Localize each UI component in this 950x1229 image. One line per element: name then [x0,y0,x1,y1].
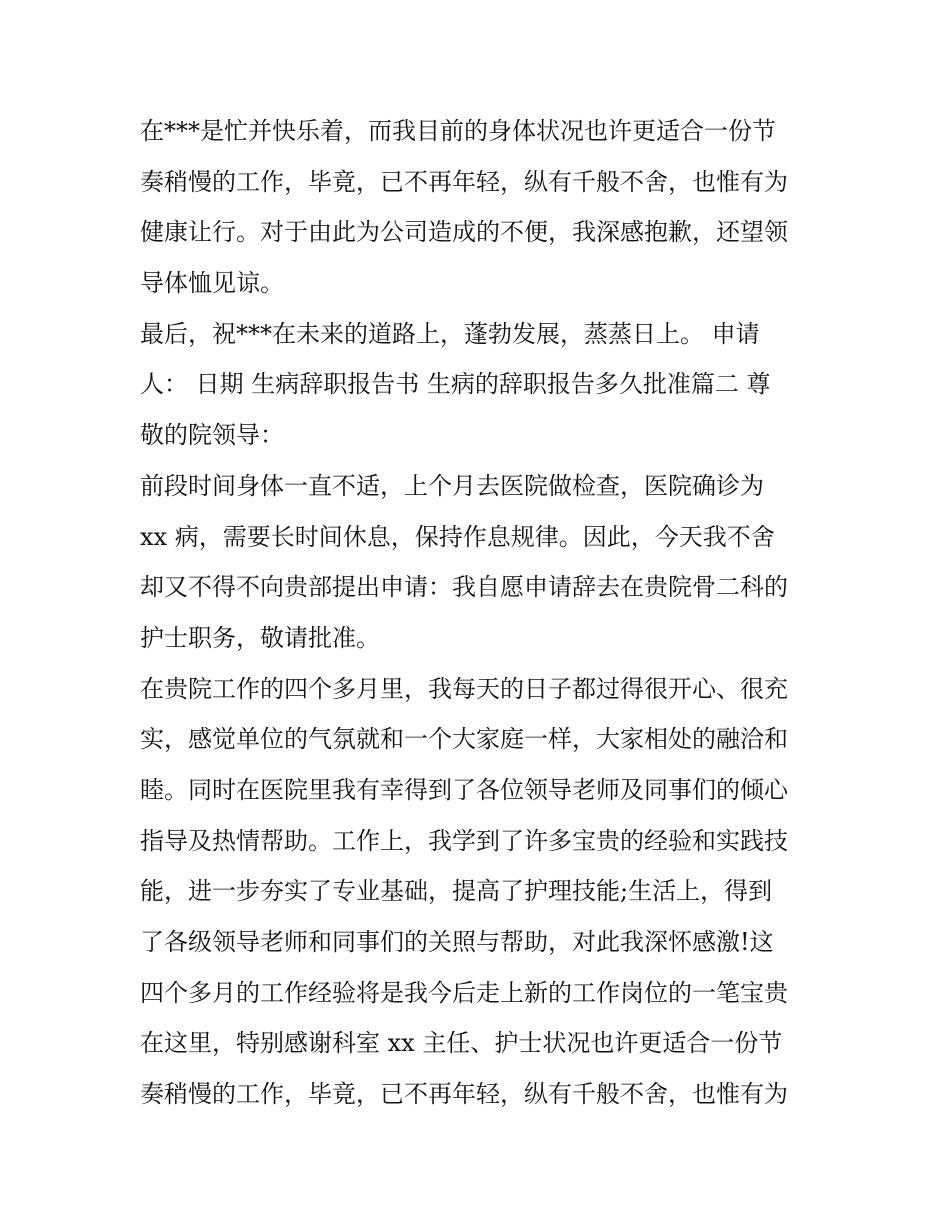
text-line: 在贵院工作的四个多月里，我每天的日子都过得很开心、很充 [140,674,788,703]
text-line: 指导及热情帮助。工作上，我学到了许多宝贵的经验和实践技 [140,826,788,855]
text-line: 敬的院领导： [140,421,284,450]
text-line: 健康让行。对于由此为公司造成的不便，我深感抱歉，还望领 [140,218,788,247]
text-line: 能，进一步夯实了专业基础，提高了护理技能;生活上，得到 [140,877,773,906]
text-line: 却又不得不向贵部提出申请：我自愿申请辞去在贵院骨二科的 [140,573,788,602]
text-line: 奏稍慢的工作，毕竟，已不再年轻，纵有千般不舍，也惟有为 [140,1080,788,1109]
text-line: 奏稍慢的工作，毕竟，已不再年轻，纵有千般不舍，也惟有为 [140,167,788,196]
text-line: 在这里，特别感谢科室 xx 主任、护士状况也许更适合一份节 [140,1029,783,1058]
text-line: 四个多月的工作经验将是我今后走上新的工作岗位的一笔宝贵 [140,978,788,1007]
text-line: 人： 日期 生病辞职报告书 生病的辞职报告多久批准篇二 尊 [140,370,771,399]
text-line: xx 病，需要长时间休息，保持作息规律。因此，今天我不舍 [140,522,775,551]
text-line: 在***是忙并快乐着，而我目前的身体状况也许更适合一份节 [140,117,776,145]
text-line: 护士职务，敬请批准。 [140,623,380,652]
text-line: 实，感觉单位的气氛就和一个大家庭一样，大家相处的融洽和 [140,725,788,754]
text-line: 导体恤见谅。 [140,269,284,298]
text-line: 前段时间身体一直不适，上个月去医院做检查，医院确诊为 [140,471,764,500]
body-text [140,106,830,1120]
text-line: 睦。同时在医院里我有幸得到了各位领导老师及同事们的倾心 [140,775,788,804]
text-line: 最后，祝***在未来的道路上，蓬勃发展，蒸蒸日上。 申请 [140,319,760,348]
text-line: 了各级领导老师和同事们的关照与帮助，对此我深怀感激!这 [140,928,774,956]
